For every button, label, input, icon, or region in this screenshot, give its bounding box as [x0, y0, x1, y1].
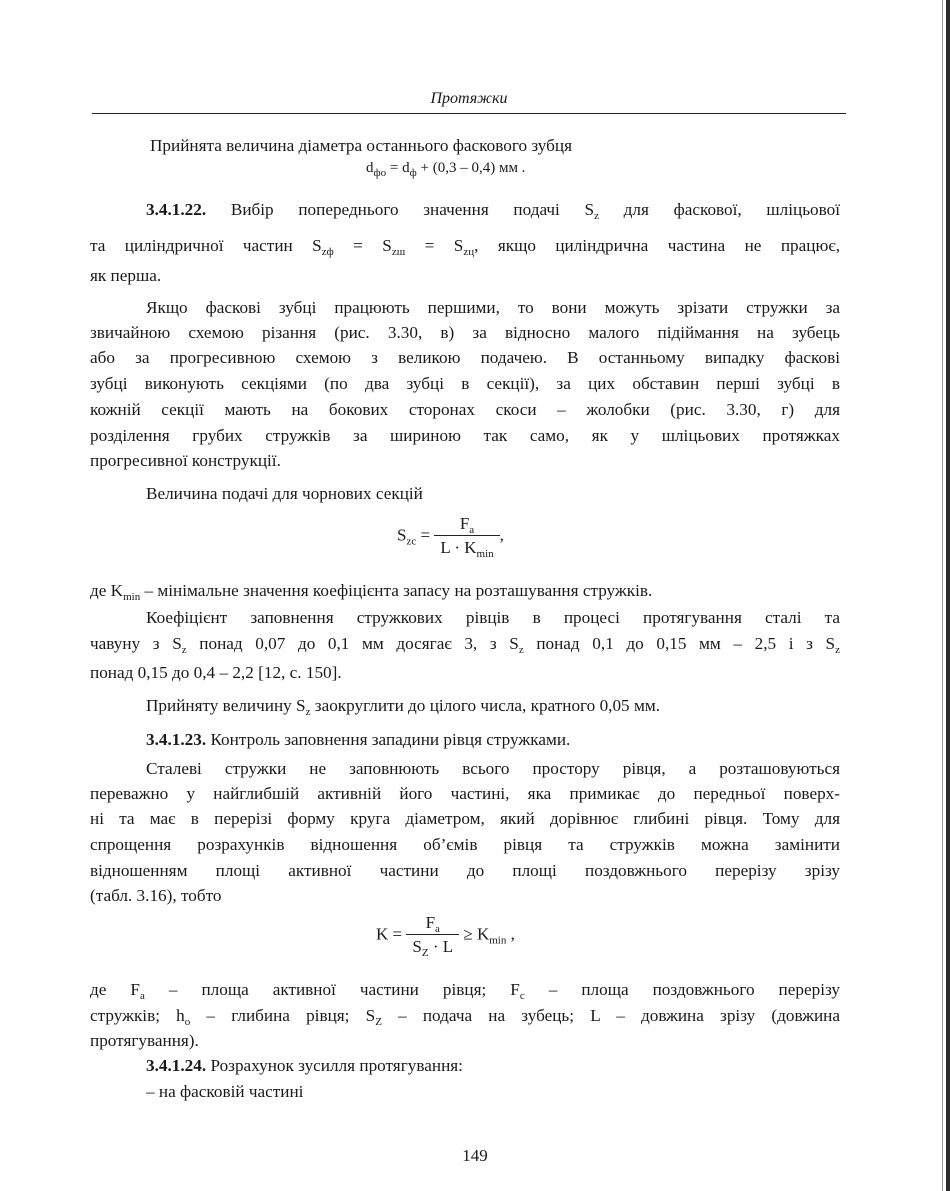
formula-feed: $S_{zc}$ = $\frac{F_a}{L \cdot K_{min}}$ ,	[397, 514, 504, 560]
list-item-faceted: – на фасковій частині	[146, 1082, 304, 1101]
formula-diameter: $d_{фо} = d_ф + (0,3 - 0,4)$ мм .	[366, 160, 526, 179]
header-rule	[92, 113, 846, 114]
running-header: Протяжки	[430, 90, 508, 107]
paragraph-legend-line2: стружків; $h_o$ – глибина рівця; $S_Z$ – подача на зубець; L – довжина зрізу (довжина	[90, 1006, 840, 1028]
paragraph-steel-line: Сталеві стружки не заповнюють всього простору рівця, а розташовуються	[146, 759, 840, 778]
paragraph-legend-line1: де $F_a$ – площа активної частини рівця; $F_c$ – площа поздовжнього перерізу	[90, 980, 840, 1002]
paragraph-steel-line: відношенням площі активної частини до площі поздовжнього перерізу зрізу	[90, 861, 840, 880]
section-3-4-1-22-line2: та циліндричної частин $S_{zф} = S_{zш} = S_{zц}$, якщо циліндрична частина не працює,	[90, 236, 840, 258]
paragraph-steel-line: (табл. 3.16), тобто	[90, 886, 222, 905]
section-3-4-1-23: 3.4.1.23. Контроль заповнення западини рівця стружками.	[146, 730, 571, 749]
paragraph-faceted-line: Якщо фаскові зубці працюють першими, то вони можуть зрізати стружки за	[146, 298, 840, 317]
paragraph-faceted-line: прогресивної конструкції.	[90, 451, 281, 470]
section-3-4-1-24: 3.4.1.24. Розрахунок зусилля протягування:	[146, 1056, 463, 1075]
paragraph-steel-line: спрощення розрахунків відношення об’ємів рівця та стружків можна замінити	[90, 835, 840, 854]
paragraph-faceted-line: звичайною схемою різання (рис. 3.30, в) за відносно малого підіймання на зубець	[90, 323, 840, 342]
paragraph-coefficient-line1: Коефіцієнт заповнення стружкових рівців в процесі протягування сталі та	[146, 608, 840, 627]
formula-fill-ratio: K = $\frac{F_a}{S_Z \cdot L}$ ≥ $K_{min}$ ,	[376, 913, 515, 959]
section-3-4-1-22-line1: 3.4.1.22. Вибір попереднього значення подачі $S_z$ для фаскової, шліцьової	[146, 200, 840, 222]
paragraph-steel-line: ні та має в перерізі форму круга діаметром, який дорівнює глибині рівця. Тому для	[90, 809, 840, 828]
page-number: 149	[462, 1146, 488, 1165]
section-3-4-1-22-line3: як перша.	[90, 266, 162, 285]
paragraph-round: Прийняту величину $S_z$ заокруглити до цілого числа, кратного 0,05 мм.	[146, 696, 660, 718]
scan-edge	[946, 0, 950, 1191]
paragraph-feed: Величина подачі для чорнових секцій	[146, 484, 423, 503]
paragraph-steel-line: переважно у найглибшій активній його частині, яка примикає до передньої поверх-	[90, 784, 840, 803]
paragraph-faceted-line: або за прогресивною схемою з великою подачею. В останньому випадку фаскові	[90, 348, 840, 367]
paragraph-coefficient-line2: чавуну з $S_z$ понад 0,07 до 0,1 мм досягає 3, з $S_z$ понад 0,1 до 0,15 мм – 2,5 і з $S_z$	[90, 634, 840, 656]
paragraph-faceted-line: зубці виконують секціями (по два зубці в секції), за цих обставин перші зубці в	[90, 374, 840, 393]
paragraph-coefficient-line3: понад 0,15 до 0,4 – 2,2 [12, с. 150].	[90, 663, 342, 682]
paragraph-diameter: Прийнята величина діаметра останнього фаскового зубця	[150, 136, 572, 155]
paragraph-faceted-line: кожній секції мають на бокових сторонах скоси – жолобки (рис. 3.30, г) для	[90, 400, 840, 419]
paragraph-legend-line3: протягування).	[90, 1031, 199, 1050]
paragraph-faceted-line: розділення грубих стружків за шириною так само, як у шліцьових протяжках	[90, 426, 840, 445]
scan-edge-line	[942, 0, 943, 1191]
paragraph-kmin: де $K_{min}$ – мінімальне значення коефіцієнта запасу на розташування стружків.	[90, 581, 653, 603]
